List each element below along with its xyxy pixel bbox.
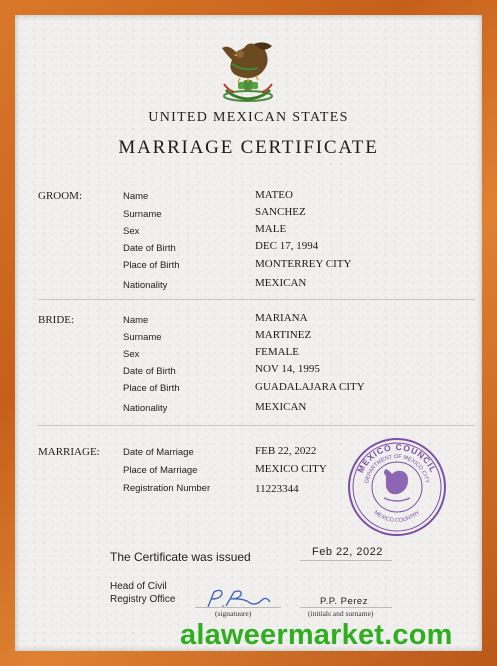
groom-sex-value: MALE	[255, 223, 287, 235]
groom-pob-value: MONTERREY CITY	[255, 258, 352, 270]
groom-surname-value: SANCHEZ	[255, 206, 306, 218]
bride-section-label: BRIDE:	[38, 314, 75, 326]
groom-section-label: GROOM:	[38, 190, 83, 202]
stamp-top-text: MEXICO COUNCIL	[355, 441, 439, 475]
groom-dob-value: DEC 17, 1994	[255, 240, 319, 252]
bride-sex-label: Sex	[123, 349, 140, 360]
official-printed-name: P.P. Perez	[320, 596, 368, 607]
bride-nationality-value: MEXICAN	[255, 401, 307, 413]
groom-sex-label: Sex	[123, 226, 140, 237]
site-watermark: alaweermarket.com	[180, 619, 453, 651]
marriage-date-value: FEB 22, 2022	[255, 445, 317, 457]
bride-sex-value: FEMALE	[255, 346, 299, 358]
marriage-place-label: Place of Marriage	[123, 465, 198, 476]
country-heading: UNITED MEXICAN STATES	[148, 110, 349, 125]
bride-name-value: MARIANA	[255, 312, 308, 324]
stamp-eagle-icon	[384, 469, 410, 501]
registration-number-value: 11223344	[255, 483, 299, 495]
official-role-line1: Head of Civil	[110, 581, 167, 592]
marriage-place-value: MEXICO CITY	[255, 463, 327, 475]
groom-name-value: MATEO	[255, 189, 293, 201]
groom-name-label: Name	[123, 191, 149, 202]
groom-nationality-value: MEXICAN	[255, 277, 307, 289]
official-role-line2: Registry Office	[110, 594, 176, 605]
initials-line	[300, 607, 392, 608]
signature-line	[195, 607, 281, 608]
bride-surname-value: MARTINEZ	[255, 329, 312, 341]
marriage-date-label: Date of Marriage	[123, 447, 194, 458]
groom-dob-label: Date of Birth	[123, 243, 176, 254]
registration-number-label: Registration Number	[123, 483, 211, 494]
issued-label: The Certificate was issued	[110, 550, 251, 564]
official-seal-stamp	[346, 436, 448, 538]
bride-dob-label: Date of Birth	[123, 366, 176, 377]
bride-surname-label: Surname	[123, 332, 162, 343]
marriage-section-label: MARRIAGE:	[38, 446, 100, 458]
stamp-bottom-text: MEXICO COUNTRY	[372, 509, 422, 524]
stamp-inner-text: DEPARTMENT OF MEXICO CITY	[364, 453, 430, 484]
issued-date: Feb 22, 2022	[312, 546, 383, 558]
groom-nationality-label: Nationality	[123, 280, 168, 291]
certificate-title: MARRIAGE CERTIFICATE	[118, 137, 379, 158]
groom-pob-label: Place of Birth	[123, 260, 180, 271]
bride-name-label: Name	[123, 315, 149, 326]
issued-date-line	[300, 560, 392, 561]
section-divider	[37, 299, 475, 300]
groom-surname-label: Surname	[123, 209, 162, 220]
bride-pob-label: Place of Birth	[123, 383, 180, 394]
bride-nationality-label: Nationality	[123, 403, 168, 414]
eagle-emblem-icon	[214, 38, 282, 104]
initials-caption: (initials and surname)	[308, 609, 374, 618]
section-divider	[37, 425, 475, 426]
bride-pob-value: GUADALAJARA CITY	[255, 381, 365, 393]
signature-caption: (signatuure)	[215, 609, 252, 618]
bride-dob-value: NOV 14, 1995	[255, 363, 320, 375]
official-role	[110, 580, 175, 606]
